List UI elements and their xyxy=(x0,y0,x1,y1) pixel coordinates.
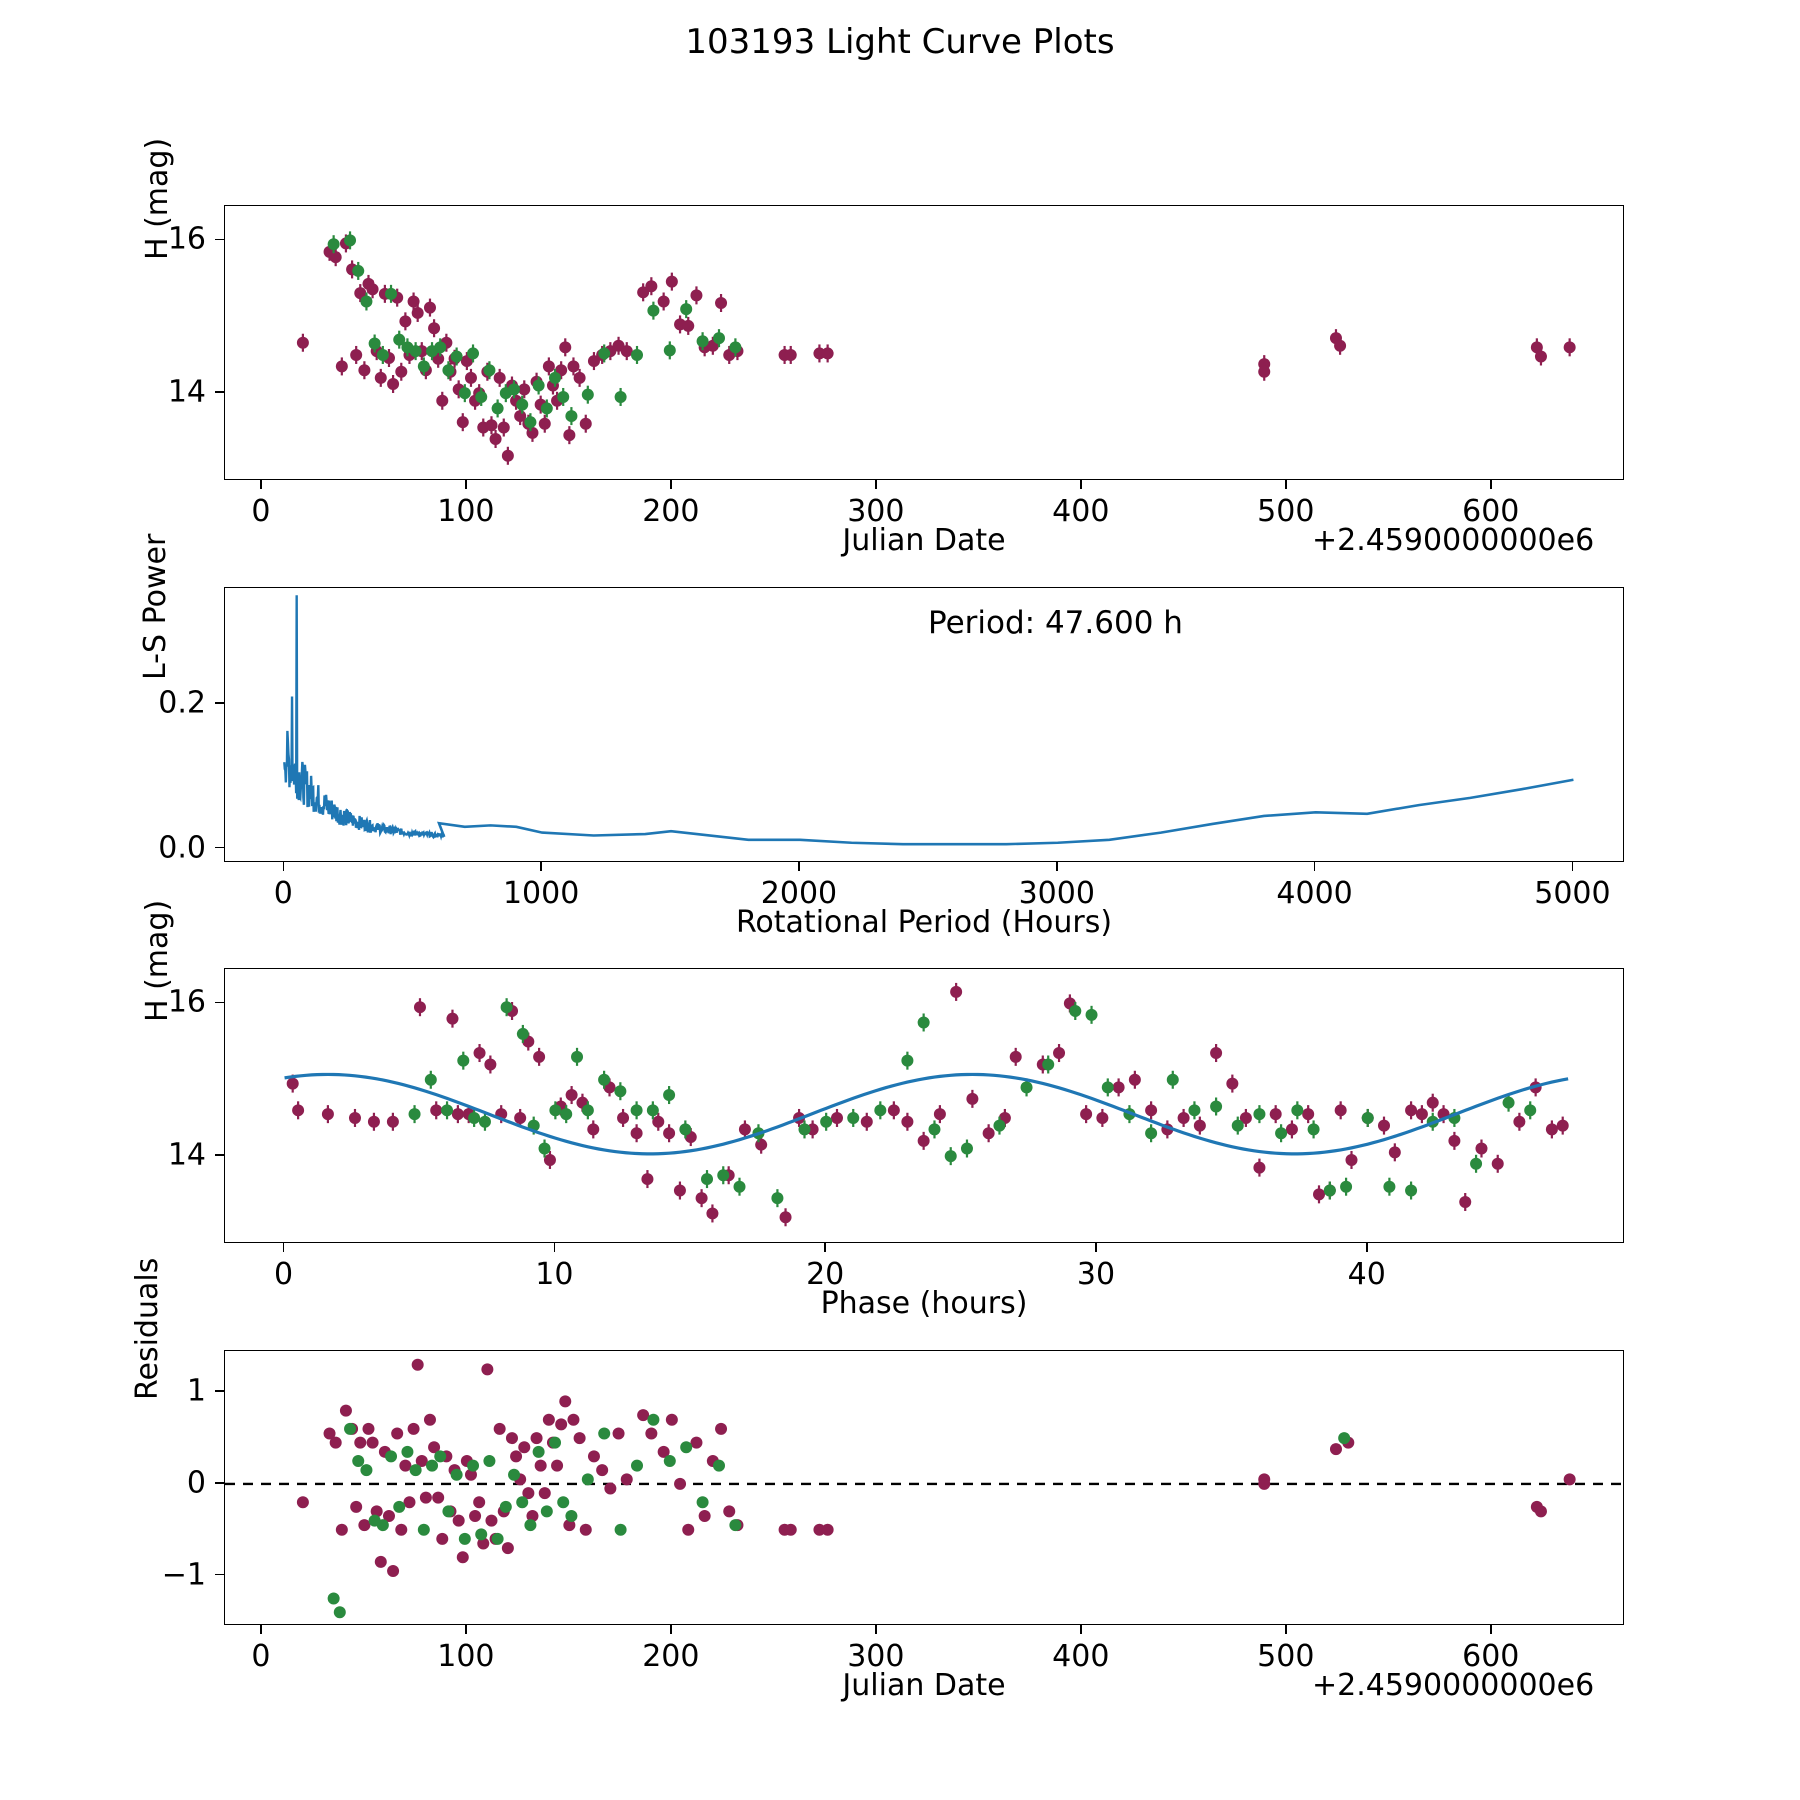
y-tick-label: 1 xyxy=(186,1373,206,1409)
periodogram-ylabel: L-S Power xyxy=(138,533,173,680)
x-tickmark xyxy=(1080,480,1082,489)
x-tickmark xyxy=(1314,862,1316,871)
phased-xlabel: Phase (hours) xyxy=(820,1286,1028,1321)
x-tickmark xyxy=(1285,1625,1287,1634)
period-annotation: Period: 47.600 h xyxy=(928,605,1183,641)
y-tickmark xyxy=(215,847,224,849)
x-tick-label: 1000 xyxy=(502,876,580,911)
x-tickmark xyxy=(1490,480,1492,489)
x-tick-label: 0 xyxy=(274,1257,294,1292)
y-tick-label: 14 xyxy=(167,374,206,410)
x-tick-label: 500 xyxy=(1257,494,1315,529)
x-tickmark xyxy=(824,1243,826,1252)
phased-ylabel: H (mag) xyxy=(140,899,175,1022)
phased-axes xyxy=(224,968,1624,1243)
y-tick-label: −1 xyxy=(161,1557,206,1593)
x-tick-label: 300 xyxy=(847,1639,905,1674)
x-tick-label: 600 xyxy=(1462,494,1520,529)
y-tick-label: 0 xyxy=(186,1465,206,1501)
x-tick-label: 400 xyxy=(1052,494,1110,529)
x-tickmark xyxy=(1490,1625,1492,1634)
x-tickmark xyxy=(283,1243,285,1252)
y-tick-label: 0.0 xyxy=(158,830,206,866)
x-tick-label: 5000 xyxy=(1534,876,1611,911)
x-tickmark xyxy=(1080,1625,1082,1634)
x-tickmark xyxy=(260,1625,262,1634)
x-tick-label: 30 xyxy=(1076,1257,1116,1292)
x-tick-label: 0 xyxy=(273,876,293,911)
x-tick-label: 20 xyxy=(806,1257,845,1292)
y-tickmark xyxy=(215,1574,224,1576)
lightcurve-ylabel: H (mag) xyxy=(140,137,175,260)
x-tick-label: 200 xyxy=(642,1639,700,1674)
lightcurve-xlabel: Julian Date xyxy=(842,523,1006,558)
x-tickmark xyxy=(1095,1243,1097,1252)
x-tick-label: 200 xyxy=(642,494,700,529)
y-tick-label: 14 xyxy=(167,1137,206,1173)
y-tickmark xyxy=(215,1390,224,1392)
x-tickmark xyxy=(670,480,672,489)
y-tick-label: 0.2 xyxy=(158,685,206,721)
lightcurve-axis-offset: +2.4590000000e6 xyxy=(1312,523,1595,558)
x-tickmark xyxy=(1366,1243,1368,1252)
x-tickmark xyxy=(465,1625,467,1634)
x-tickmark xyxy=(554,1243,556,1252)
y-tick-label: 16 xyxy=(167,984,206,1020)
x-tick-label: 10 xyxy=(535,1257,574,1292)
x-tick-label: 3000 xyxy=(1018,876,1095,911)
x-tick-label: 400 xyxy=(1052,1639,1110,1674)
y-tickmark xyxy=(215,391,224,393)
residuals-axis-offset: +2.4590000000e6 xyxy=(1312,1668,1595,1703)
x-tick-label: 300 xyxy=(847,494,905,529)
x-tick-label: 100 xyxy=(437,1639,495,1674)
x-tick-label: 500 xyxy=(1257,1639,1315,1674)
figure-title: 103193 Light Curve Plots xyxy=(685,22,1115,62)
x-tickmark xyxy=(465,480,467,489)
x-tick-label: 4000 xyxy=(1276,876,1353,911)
y-tickmark xyxy=(215,239,224,241)
x-tickmark xyxy=(1285,480,1287,489)
y-tickmark xyxy=(215,1482,224,1484)
x-tickmark xyxy=(283,862,285,871)
residuals-xlabel: Julian Date xyxy=(842,1668,1006,1703)
x-tickmark xyxy=(1572,862,1574,871)
residuals-axes xyxy=(224,1350,1624,1625)
periodogram-axes xyxy=(224,587,1624,862)
x-tick-label: 40 xyxy=(1347,1257,1386,1292)
x-tickmark xyxy=(875,480,877,489)
x-tickmark xyxy=(875,1625,877,1634)
residuals-ylabel: Residuals xyxy=(130,1257,165,1400)
x-tickmark xyxy=(540,862,542,871)
x-tick-label: 2000 xyxy=(760,876,838,911)
y-tick-label: 16 xyxy=(167,221,206,257)
x-tickmark xyxy=(798,862,800,871)
lightcurve-axes xyxy=(224,205,1624,480)
x-tick-label: 100 xyxy=(437,494,495,529)
x-tickmark xyxy=(670,1625,672,1634)
x-tickmark xyxy=(260,480,262,489)
x-tickmark xyxy=(1056,862,1058,871)
y-tickmark xyxy=(215,1154,224,1156)
y-tickmark xyxy=(215,702,224,704)
y-tickmark xyxy=(215,1002,224,1004)
periodogram-xlabel: Rotational Period (Hours) xyxy=(735,905,1113,940)
x-tick-label: 600 xyxy=(1462,1639,1520,1674)
x-tick-label: 0 xyxy=(251,1639,271,1674)
x-tick-label: 0 xyxy=(251,494,271,529)
